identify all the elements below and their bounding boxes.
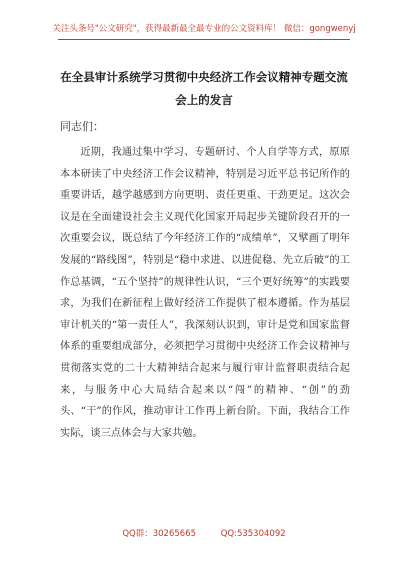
document-title-line-2: 会上的发言 [175, 93, 233, 107]
salutation: 同志们： [60, 120, 104, 133]
document-title-line-1: 在全县审计系统学习贯彻中央经济工作会议精神专题交流 [60, 70, 348, 84]
footer-qq-group: QQ群：30265665 [122, 529, 197, 539]
footer-qq: QQ:535304092 [220, 529, 286, 539]
body-paragraph: 近期，我通过集中学习、专题研讨、个人自学等方式，原原本本研读了中央经济工作会议精神，特别是习近平总书记所作的重要讲话，越学越感到方向更明、责任更重、干劲更足。这次会议是在全面建设社会主义现代化国家开局起步关键阶段召开的一次重要会议，既总结了今年经济工作的“成绩单”，又擘画了明年发展的“路线图”，特别是“稳中求进、以进促稳、先立后破”的工作总基调，“五个坚持”的规律性认识，“三个更好统筹”的实践要求，为我们在新征程上做好经济工作提供了根本遵循。作为基层审计机关的“第一责任人”，我深刻认识到，审计是党和国家监督体系的重要组成部分，必须把学习贯彻中央经济工作会议精神与贯彻落实党的二十大精神结合起来与履行审计监督职责结合起来，与服务中心大局结合起来以“闯”的精神、“创”的劲头、“干”的作风，推动审计工作再上新台阶。下面，我结合工作实际，谈三点体会与大家共勉。 [60, 147, 350, 439]
header-divider [58, 39, 350, 40]
footer-contact [0, 527, 408, 539]
header-banner: 关注头条号"公文研究"，获得最新最全最专业的公文资料库！ 微信：gongwenyj [52, 24, 356, 34]
document-title [56, 66, 352, 112]
